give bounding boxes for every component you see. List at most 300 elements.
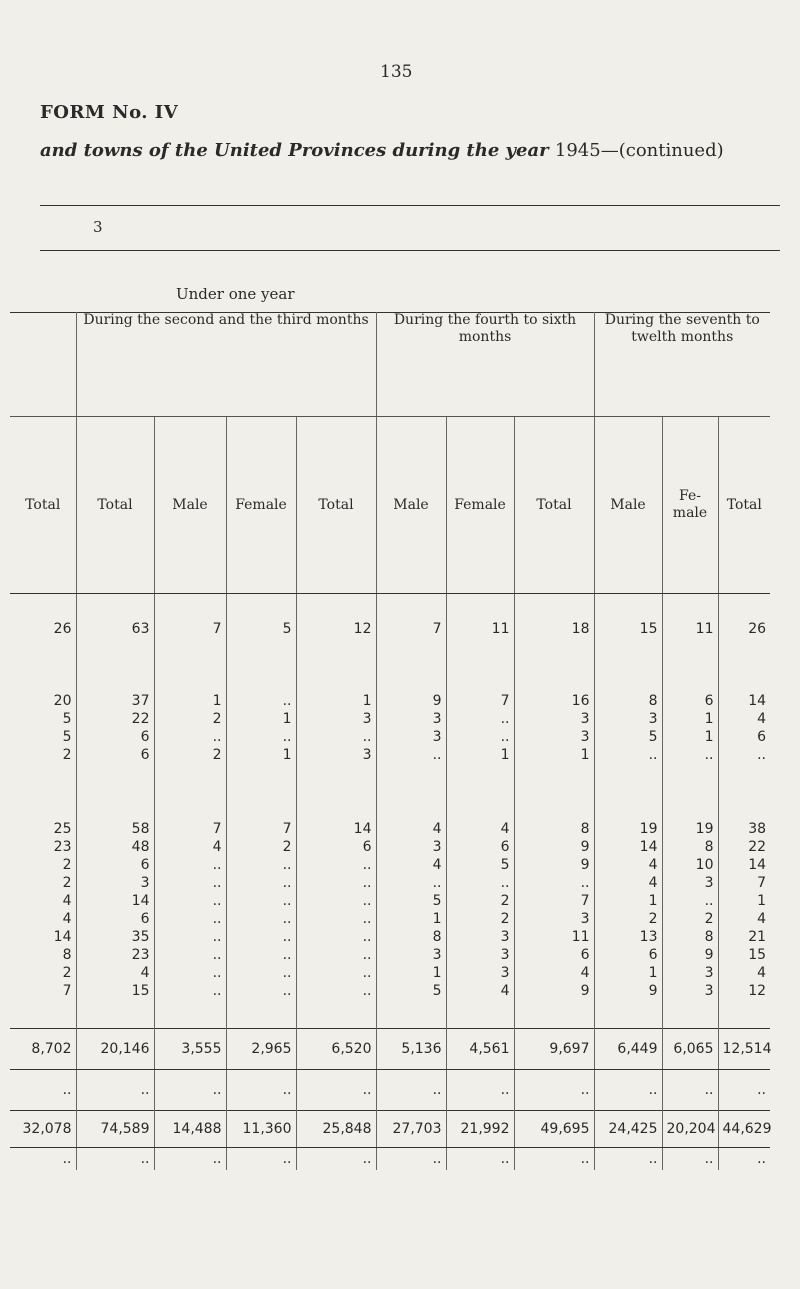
table-cell: 7 (718, 874, 770, 892)
table-cell: .. (226, 910, 296, 928)
table-cell: .. (226, 1148, 296, 1171)
table-cell: .. (296, 964, 376, 982)
column-header: Total (718, 417, 770, 594)
table-cell: 6 (514, 946, 594, 964)
table-cell: 12 (718, 982, 770, 1000)
column-header: Total (296, 417, 376, 594)
table-cell: .. (226, 1070, 296, 1111)
table-cell: .. (296, 728, 376, 746)
table-cell: 11 (446, 594, 514, 665)
table-cell: .. (226, 946, 296, 964)
column-header: Total (514, 417, 594, 594)
table-row (10, 838, 770, 856)
table-cell: .. (662, 746, 718, 764)
spacer-row (10, 764, 770, 792)
table-cell: 6 (718, 728, 770, 746)
table-cell: 18 (514, 594, 594, 665)
table-cell: 2 (594, 910, 662, 928)
table-cell: 2 (62, 965, 72, 981)
table-cell: 4 (718, 710, 770, 728)
table-cell: 9 (514, 838, 594, 856)
table-cell: 3 (446, 928, 514, 946)
spacer-cell (296, 764, 376, 792)
sub-header-row (10, 417, 770, 594)
column-header: Total (76, 417, 154, 594)
table-cell: 26 (718, 594, 770, 665)
spacer-cell (76, 1000, 154, 1029)
table-cell: .. (154, 964, 226, 982)
table-cell: 6 (76, 728, 154, 746)
table-cell: 6 (76, 746, 154, 764)
table-cell: .. (514, 1070, 594, 1111)
table-cell: 58 (76, 820, 154, 838)
spacer-cell (662, 1000, 718, 1029)
table-cell: 3 (376, 838, 446, 856)
table-cell: 7 (376, 594, 446, 665)
table-cell: 4 (62, 893, 72, 909)
spacer-cell (662, 764, 718, 792)
column-header: Male (376, 417, 446, 594)
table-cell: .. (376, 874, 446, 892)
column-header: Female (446, 417, 514, 594)
table-cell: 2 (62, 875, 72, 891)
table-cell: 1 (514, 746, 594, 764)
table-cell: 5 (226, 594, 296, 665)
spacer-cell (662, 664, 718, 692)
table-cell: 2 (62, 747, 72, 763)
group-header-row (10, 312, 770, 417)
spacer-cell (514, 1000, 594, 1029)
spacer-cell (10, 764, 76, 792)
table-row (10, 946, 770, 964)
table-cell: .. (154, 1070, 226, 1111)
table-cell: .. (376, 1148, 446, 1171)
table-cell: 10 (662, 856, 718, 874)
table-cell: .. (446, 728, 514, 746)
table-cell: 3 (514, 910, 594, 928)
table-cell: 1 (446, 746, 514, 764)
table-cell: .. (514, 874, 594, 892)
table-cell: 7 (62, 983, 72, 999)
table-cell: 1 (226, 746, 296, 764)
table-cell: 5 (594, 728, 662, 746)
table-cell: .. (514, 1148, 594, 1171)
table-cell: 48 (76, 838, 154, 856)
table-cell: 1 (594, 892, 662, 910)
table-cell: 4 (718, 964, 770, 982)
spacer-cell (718, 1000, 770, 1029)
table-cell: 21,992 (446, 1111, 514, 1148)
table-cell: 4 (718, 910, 770, 928)
table-cell: 2 (446, 910, 514, 928)
table-cell: 16 (514, 692, 594, 710)
table-cell: 4 (376, 820, 446, 838)
table-cell: 5 (376, 892, 446, 910)
table-cell: 9 (662, 946, 718, 964)
table-cell: .. (446, 1148, 514, 1171)
table-cell: 27,703 (376, 1111, 446, 1148)
page-number: 135 (380, 62, 413, 82)
table-row (10, 964, 770, 982)
table-cell: 1 (594, 964, 662, 982)
table-cell: 37 (76, 692, 154, 710)
table-cell: 11 (514, 928, 594, 946)
table-cell: 63 (76, 594, 154, 665)
table-cell: 1 (226, 710, 296, 728)
table-cell: .. (296, 928, 376, 946)
table-cell: 14 (76, 892, 154, 910)
table-cell: .. (226, 928, 296, 946)
table-cell: 4 (76, 964, 154, 982)
table-cell: 14 (594, 838, 662, 856)
table-row (10, 892, 770, 910)
table-row (10, 746, 770, 764)
column-header: Total (10, 417, 76, 594)
spacer-row (10, 1000, 770, 1029)
table-cell: 20,146 (76, 1029, 154, 1070)
spacer-cell (446, 764, 514, 792)
table-cell: 14,488 (154, 1111, 226, 1148)
table-cell: 1 (662, 710, 718, 728)
table-cell: .. (154, 856, 226, 874)
table-cell: 19 (662, 820, 718, 838)
table-cell: 3,555 (154, 1029, 226, 1070)
table-cell: 23 (76, 946, 154, 964)
table-cell: .. (154, 982, 226, 1000)
table-cell: 8 (662, 928, 718, 946)
table-row (10, 1111, 770, 1148)
table-cell: 13 (594, 928, 662, 946)
table-cell: .. (226, 692, 296, 710)
table-cell: 3 (514, 710, 594, 728)
table-cell: .. (154, 892, 226, 910)
table-cell: 14 (53, 929, 72, 945)
table-cell: .. (154, 910, 226, 928)
spacer-cell (296, 664, 376, 692)
table-cell: 8 (662, 838, 718, 856)
table-cell: .. (226, 874, 296, 892)
table-cell: .. (662, 1070, 718, 1111)
table-cell: 22 (76, 710, 154, 728)
table-cell: 6 (76, 856, 154, 874)
table-cell: .. (376, 1070, 446, 1111)
table-row (10, 692, 770, 710)
table-cell: 8 (594, 692, 662, 710)
spacer-row (10, 664, 770, 692)
table-cell: .. (594, 1148, 662, 1171)
column-header: Male (594, 417, 662, 594)
table-cell: .. (296, 856, 376, 874)
under-one-year-label: Under one year (176, 285, 295, 303)
rows-first (10, 594, 770, 665)
table-cell: 38 (718, 820, 770, 838)
table-cell: 8 (62, 947, 72, 963)
table-cell: 7 (446, 692, 514, 710)
spacer-cell (376, 1000, 446, 1029)
spacer-cell (376, 764, 446, 792)
table-cell: .. (226, 964, 296, 982)
spacer-cell (226, 792, 296, 820)
table-cell: 9 (594, 982, 662, 1000)
spacer-cell (446, 664, 514, 692)
table-cell: 14 (718, 692, 770, 710)
table-row (10, 1148, 770, 1171)
table-row (10, 1070, 770, 1111)
data-table (10, 312, 770, 1170)
table-cell: .. (154, 946, 226, 964)
table-cell: 2,965 (226, 1029, 296, 1070)
spacer-row (10, 792, 770, 820)
table-cell: 4 (594, 856, 662, 874)
table-cell: 4 (514, 964, 594, 982)
rows-totals (10, 1029, 770, 1171)
table-cell: .. (718, 746, 770, 764)
table-cell: 2 (154, 746, 226, 764)
table-cell: 3 (594, 710, 662, 728)
table-cell: 3 (446, 964, 514, 982)
spacer-cell (154, 792, 226, 820)
table-cell: 3 (296, 710, 376, 728)
table-cell: 3 (446, 946, 514, 964)
table-cell: 9 (376, 692, 446, 710)
spacer-cell (226, 1000, 296, 1029)
table-cell: 20,204 (662, 1111, 718, 1148)
spacer-cell (376, 792, 446, 820)
mid-rule (40, 250, 780, 251)
table-cell: 5 (62, 729, 72, 745)
subtitle-year: 1945 (554, 140, 601, 161)
table-row (10, 928, 770, 946)
spacer-cell (154, 1000, 226, 1029)
group-seventh-twelfth: During the seventh to twelth months (594, 312, 770, 417)
table-cell: .. (594, 746, 662, 764)
top-rule (40, 205, 780, 206)
table-cell: .. (226, 728, 296, 746)
table-row (10, 982, 770, 1000)
spacer-cell (10, 792, 76, 820)
table-cell: 4 (446, 820, 514, 838)
table-cell: 9,697 (514, 1029, 594, 1070)
table-cell: 15 (594, 594, 662, 665)
table-cell: 49,695 (514, 1111, 594, 1148)
table-cell: .. (296, 982, 376, 1000)
table-cell: 24,425 (594, 1111, 662, 1148)
table-cell: .. (154, 728, 226, 746)
table-cell: 1 (662, 728, 718, 746)
table-cell: .. (226, 982, 296, 1000)
table-cell: 2 (154, 710, 226, 728)
table-row (10, 910, 770, 928)
table-cell: 25 (53, 821, 72, 837)
table-cell: 32,078 (10, 1111, 76, 1148)
table-cell: 6,520 (296, 1029, 376, 1070)
spacer-cell (718, 792, 770, 820)
table-cell: .. (226, 892, 296, 910)
table-row (10, 1029, 770, 1070)
form-title: FORM No. IV (40, 102, 179, 123)
table-cell: 3 (662, 964, 718, 982)
table-cell: .. (296, 874, 376, 892)
column-header: Fe-male (662, 417, 718, 594)
spacer-cell (718, 764, 770, 792)
table-cell: 44,629 (718, 1111, 770, 1148)
table-cell: 20 (53, 693, 72, 709)
table-cell: .. (296, 946, 376, 964)
table-cell: 5 (376, 982, 446, 1000)
spacer-cell (594, 664, 662, 692)
table-cell: 7 (226, 820, 296, 838)
table-cell: 3 (376, 946, 446, 964)
table-cell: 1 (376, 964, 446, 982)
table-cell: 23 (53, 839, 72, 855)
table-cell: .. (662, 1148, 718, 1171)
table-cell: 6 (594, 946, 662, 964)
table-cell: 6 (76, 910, 154, 928)
table-row (10, 728, 770, 746)
table-cell: 3 (662, 982, 718, 1000)
spacer-cell (376, 664, 446, 692)
table-row (10, 594, 770, 665)
table-cell: .. (376, 746, 446, 764)
table-cell: .. (154, 874, 226, 892)
table-cell: .. (76, 1148, 154, 1171)
table-cell: 2 (226, 838, 296, 856)
table-cell: 25,848 (296, 1111, 376, 1148)
rows-group-a (10, 664, 770, 764)
column-header: Female (226, 417, 296, 594)
table-cell: 9 (514, 982, 594, 1000)
column-header: Male (154, 417, 226, 594)
table-cell: 8 (376, 928, 446, 946)
column-number: 3 (93, 218, 103, 236)
spacer-cell (154, 764, 226, 792)
table-cell: 12,514 (718, 1029, 770, 1070)
table-cell: 6,449 (594, 1029, 662, 1070)
table-cell: 15 (76, 982, 154, 1000)
table-cell: 11 (662, 594, 718, 665)
table-cell: 4 (376, 856, 446, 874)
table-cell: 11,360 (226, 1111, 296, 1148)
table-cell: 1 (296, 692, 376, 710)
spacer-cell (10, 1000, 76, 1029)
table-cell: 3 (296, 746, 376, 764)
table-cell: 7 (154, 820, 226, 838)
table-cell: .. (62, 1151, 72, 1167)
table-cell: 21 (718, 928, 770, 946)
table-cell: 4 (62, 911, 72, 927)
table-cell: 3 (76, 874, 154, 892)
table-cell: .. (296, 1070, 376, 1111)
table-cell: 6 (296, 838, 376, 856)
table-row (10, 856, 770, 874)
table-cell: 14 (718, 856, 770, 874)
spacer-cell (76, 664, 154, 692)
table-cell: 4 (446, 982, 514, 1000)
table-cell: 8 (514, 820, 594, 838)
table-cell: .. (446, 1070, 514, 1111)
spacer-cell (226, 664, 296, 692)
table-cell: 4 (154, 838, 226, 856)
table-cell: .. (446, 874, 514, 892)
table-cell: .. (662, 892, 718, 910)
table-cell: 6,065 (662, 1029, 718, 1070)
spacer-cell (10, 664, 76, 692)
table-cell: 7 (514, 892, 594, 910)
table-cell: 26 (53, 621, 72, 637)
table-cell: .. (296, 910, 376, 928)
table-cell: 4,561 (446, 1029, 514, 1070)
table-cell: 2 (662, 910, 718, 928)
table-row (10, 874, 770, 892)
table-cell: 9 (514, 856, 594, 874)
spacer-cell (76, 792, 154, 820)
table-cell: 7 (154, 594, 226, 665)
table-cell: 3 (376, 710, 446, 728)
subtitle-tail: —(continued) (600, 140, 724, 161)
spacer-cell (446, 792, 514, 820)
spacer-cell (594, 792, 662, 820)
table-cell: .. (226, 856, 296, 874)
table-cell: .. (718, 1070, 770, 1111)
table-cell: 74,589 (76, 1111, 154, 1148)
group-second-third: During the second and the third months (76, 312, 376, 417)
spacer-cell (154, 664, 226, 692)
spacer-cell (662, 792, 718, 820)
table-cell: 3 (662, 874, 718, 892)
subtitle-italic: and towns of the United Provinces during the year (40, 140, 549, 161)
table-cell: 1 (718, 892, 770, 910)
spacer-cell (514, 792, 594, 820)
table-cell: 3 (376, 728, 446, 746)
spacer-cell (594, 1000, 662, 1029)
table-cell: 2 (446, 892, 514, 910)
table-cell: .. (62, 1082, 72, 1098)
spacer-cell (718, 664, 770, 692)
table-cell: 12 (296, 594, 376, 665)
spacer-cell (514, 764, 594, 792)
subtitle (40, 140, 724, 161)
spacer-cell (296, 792, 376, 820)
table-row (10, 710, 770, 728)
table-row (10, 820, 770, 838)
table-cell: 15 (718, 946, 770, 964)
table-cell: 6 (662, 692, 718, 710)
table-cell: 14 (296, 820, 376, 838)
table-cell: .. (296, 892, 376, 910)
table-cell: 1 (376, 910, 446, 928)
table-cell: 8,702 (10, 1029, 76, 1070)
spacer-cell (446, 1000, 514, 1029)
table-cell: 19 (594, 820, 662, 838)
table-cell: .. (154, 928, 226, 946)
table-cell: .. (594, 1070, 662, 1111)
table-cell: .. (446, 710, 514, 728)
table-cell: 5 (62, 711, 72, 727)
table-cell: .. (76, 1070, 154, 1111)
spacer-cell (594, 764, 662, 792)
spacer-cell (76, 764, 154, 792)
table-cell: 5 (446, 856, 514, 874)
rows-group-b (10, 764, 770, 1029)
table-cell: .. (718, 1148, 770, 1171)
table-cell: 5,136 (376, 1029, 446, 1070)
spacer-cell (226, 764, 296, 792)
table-cell: 3 (514, 728, 594, 746)
table-cell: 35 (76, 928, 154, 946)
table-cell: 22 (718, 838, 770, 856)
table-cell: .. (154, 1148, 226, 1171)
group-fourth-sixth: During the fourth to sixth months (376, 312, 594, 417)
